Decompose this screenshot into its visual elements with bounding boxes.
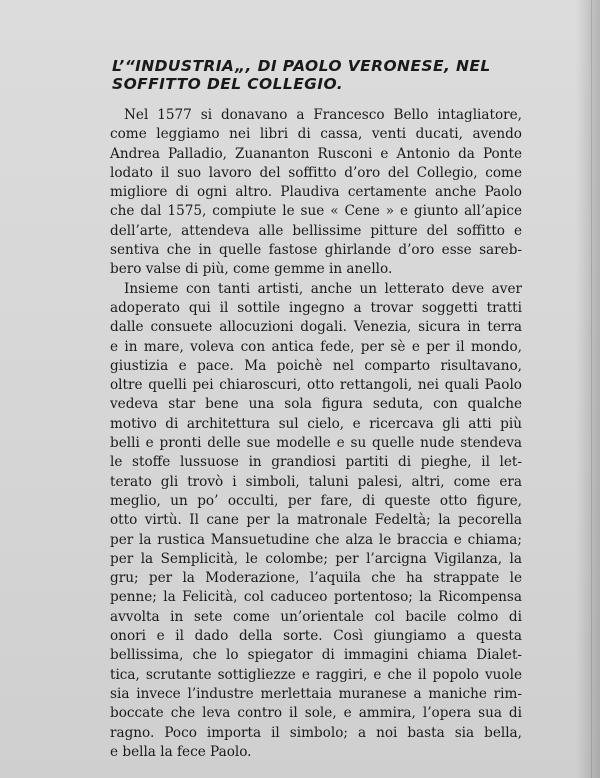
text-line: meglio, un po’ occulti, per fare, di queste otto figure, <box>110 492 522 509</box>
paragraph-2 <box>110 280 522 762</box>
text-line: Nel 1577 si donavano a Francesco Bello intagliatore, <box>124 107 522 123</box>
text-line: che dal 1575, compiute le sue « Cene » e giunto all’apice <box>110 203 522 220</box>
text-line: bellissima, che lo spiegator di immagini chiama Dialet- <box>110 647 522 664</box>
text-line: lodato il suo lavoro del soffitto d’oro del Collegio, come <box>110 164 522 181</box>
text-line: migliore di ogni altro. Plaudiva certamente anche Paolo <box>110 184 522 201</box>
text-line: bero valse di più, come gemme in anello. <box>110 261 393 278</box>
text-line: dell’arte, attendeva alle bellissime pitture del soffitto e <box>110 222 522 239</box>
page-edge-shadow <box>576 0 600 778</box>
text-line: le stoffe lussuose in grandiosi partiti di pieghe, il let- <box>110 454 522 471</box>
chapter-title-line-1: L’“INDUSTRIA„, DI PAOLO VERONESE, NEL <box>112 57 491 75</box>
text-line: Insieme con tanti artisti, anche un letterato deve aver <box>124 280 522 297</box>
page-edge-line <box>591 0 592 778</box>
text-line: per la rustica Mansuetudine che alza le braccia e chiama; <box>110 531 522 548</box>
text-line: boccate che leva contro il sole, e ammira, l’opera sua di <box>110 705 522 722</box>
text-line: penne; la Felicità, col caduceo portentoso; la Ricompensa <box>110 589 522 606</box>
text-line: e bella la fece Paolo. <box>110 743 252 760</box>
text-line: come leggiamo nei libri di cassa, venti ducati, avendo <box>110 126 522 143</box>
text-line: tica, scrutante sottigliezze e raggiri, e che il popolo vuole <box>110 666 522 683</box>
text-line: vedeva star bene una sola figura seduta, con qualche <box>110 396 522 413</box>
text-line: dalle consuete allocuzioni dogali. Venezia, sicura in terra <box>110 319 522 336</box>
text-line: sia invece l’industre merlettaia muranese a maniche rim- <box>110 685 522 702</box>
text-line: onori e il dado della sorte. Così giungiamo a questa <box>110 628 522 645</box>
text-line: per la Semplicità, le colombe; per l’arcigna Vigilanza, la <box>110 550 522 567</box>
text-line: Andrea Palladio, Zuananton Rusconi e Antonio da Ponte <box>110 145 522 162</box>
text-line: adoperato qui il sottile ingegno a trovar soggetti tratti <box>110 299 522 316</box>
text-line: avvolta in sete come un’orientale col bacile colmo di <box>110 608 522 625</box>
paragraph-1 <box>110 106 522 280</box>
text-block <box>110 56 522 762</box>
chapter-title <box>110 56 522 94</box>
text-line: gru; per la Moderazione, l’aquila che ha strappate le <box>110 570 522 587</box>
text-line: oltre quelli pei chiaroscuri, otto rettangoli, nei quali Paolo <box>110 377 522 394</box>
text-line: motivo di architettura sul cielo, e ricercava gli atti più <box>110 415 522 432</box>
text-line: belli e pronti delle sue modelle e su quelle nude stendeva <box>110 435 522 452</box>
text-line: otto virtù. Il cane per la matronale Fedeltà; la pecorella <box>110 512 522 529</box>
text-line: sentiva che in quelle fastose ghirlande d’oro esse sareb- <box>110 242 522 259</box>
chapter-title-line-2: SOFFITTO DEL COLLEGIO. <box>112 75 343 93</box>
text-line: e in mare, voleva con antica fede, per sè e per il mondo, <box>110 338 522 355</box>
text-line: terato gli trovò i simboli, taluni palesi, altri, come era <box>110 473 522 490</box>
text-line: ragno. Poco importa il simbolo; a noi basta sia bella, <box>110 724 522 741</box>
text-line: giustizia e pace. Ma poichè nel comparto risultavano, <box>110 357 522 374</box>
